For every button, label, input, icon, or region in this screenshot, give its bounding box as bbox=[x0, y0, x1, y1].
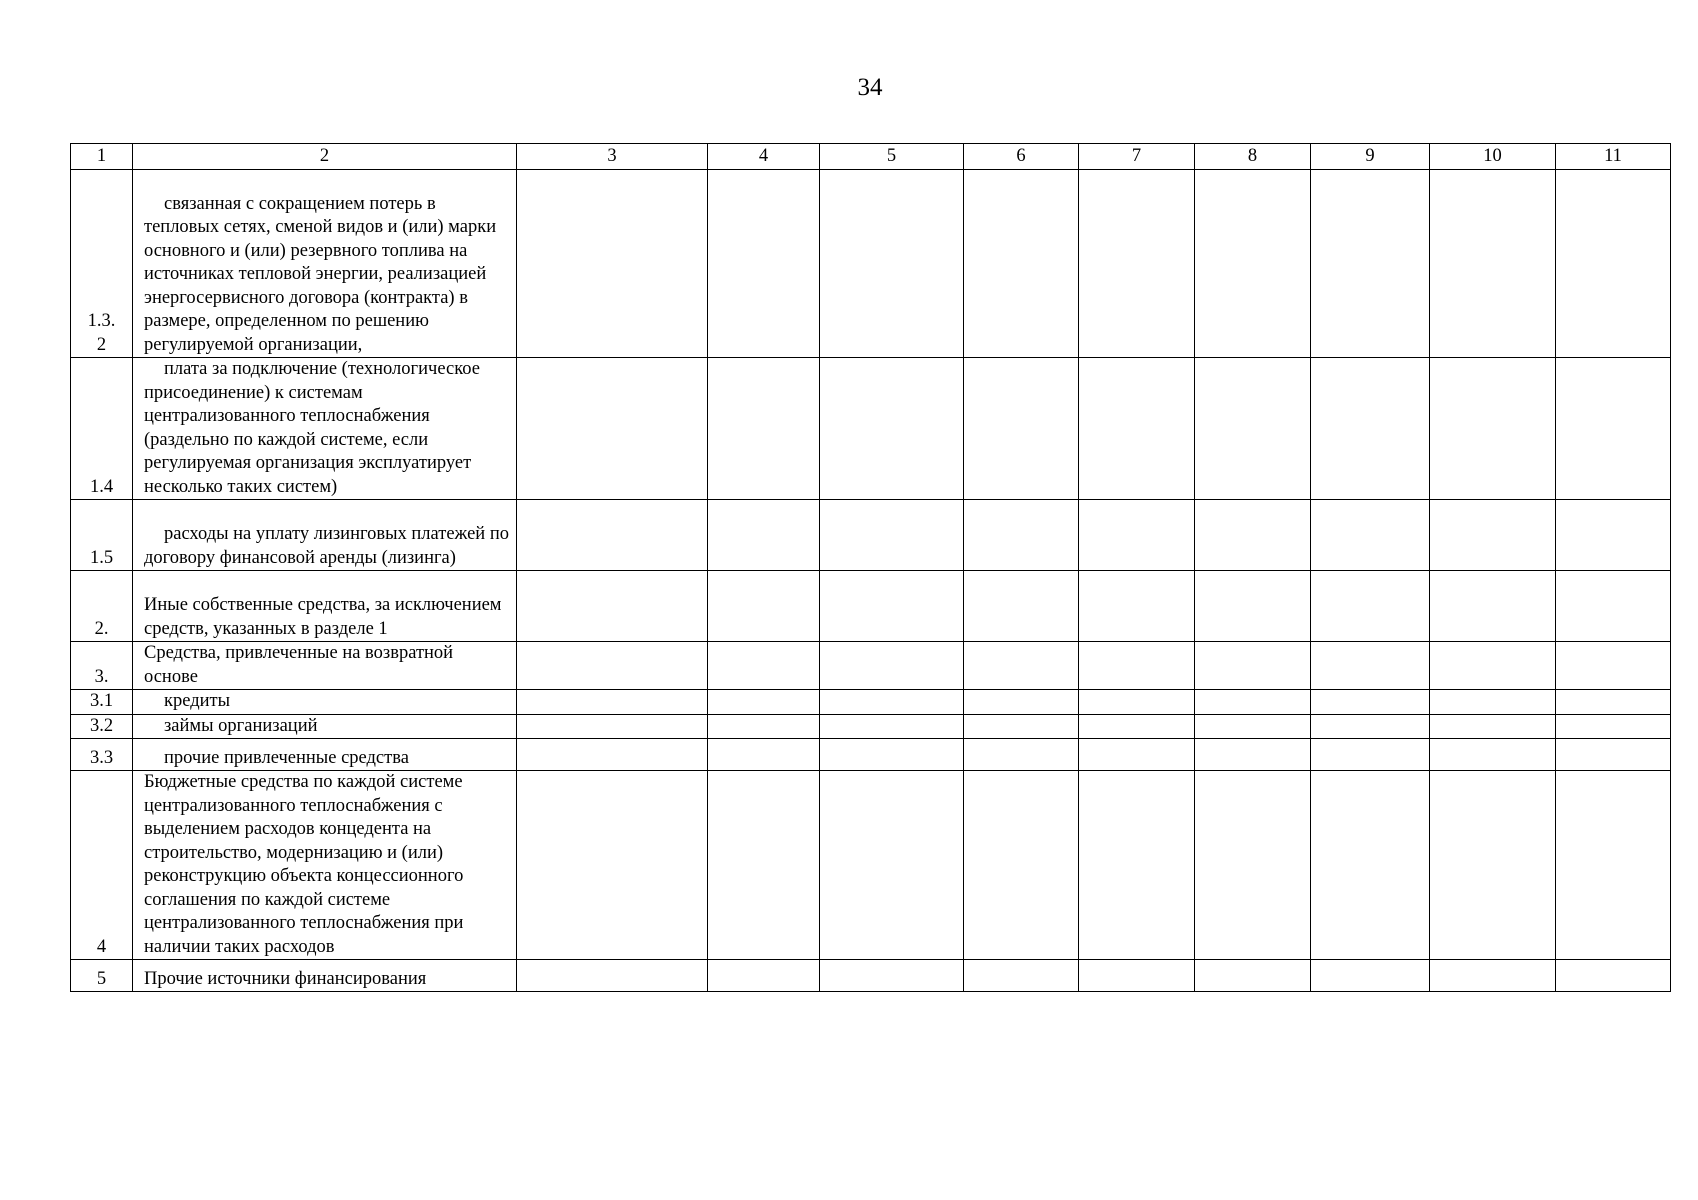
row-description: Иные собственные средства, за исключением средств, указанных в разделе 1 bbox=[133, 571, 517, 642]
table-row bbox=[71, 571, 1671, 642]
column-header: 9 bbox=[1311, 144, 1430, 170]
column-header: 1 bbox=[71, 144, 133, 170]
row-description: займы организаций bbox=[133, 714, 517, 739]
row-number: 3.3 bbox=[71, 739, 133, 771]
table-row bbox=[71, 170, 1671, 358]
row-number: 3.1 bbox=[71, 690, 133, 715]
row-number: 4 bbox=[71, 771, 133, 960]
table-row bbox=[71, 771, 1671, 960]
column-header: 3 bbox=[517, 144, 708, 170]
row-description: прочие привлеченные средства bbox=[133, 739, 517, 771]
column-header: 11 bbox=[1556, 144, 1671, 170]
row-number: 3.2 bbox=[71, 714, 133, 739]
row-number: 1.5 bbox=[71, 500, 133, 571]
row-number: 2. bbox=[71, 571, 133, 642]
row-number: 1.4 bbox=[71, 358, 133, 500]
row-description: Бюджетные средства по каждой системе централизованного теплоснабжения с выделением расходов концедента на строительство, модернизацию и (или) реконструкцию объекта концессионного соглашения по каждой системе централизованного теплоснабжения при наличии таких расходов bbox=[133, 771, 517, 960]
column-header: 4 bbox=[708, 144, 820, 170]
row-description: кредиты bbox=[133, 690, 517, 715]
column-header: 5 bbox=[820, 144, 964, 170]
table-row bbox=[71, 714, 1671, 739]
table-row bbox=[71, 358, 1671, 500]
row-description: Прочие источники финансирования bbox=[133, 960, 517, 992]
row-description: связанная с сокращением потерь в тепловых сетях, сменой видов и (или) марки основного и (или) резервного топлива на источниках тепловой энергии, реализацией энергосервисного договора (контракта) в размере, определенном по решению регулируемой организации, bbox=[133, 170, 517, 358]
column-header: 8 bbox=[1195, 144, 1311, 170]
column-header: 6 bbox=[964, 144, 1079, 170]
row-number: 3. bbox=[71, 642, 133, 690]
table-row bbox=[71, 690, 1671, 715]
table-row bbox=[71, 739, 1671, 771]
column-number-row bbox=[71, 144, 1671, 170]
row-number: 1.3. 2 bbox=[71, 170, 133, 358]
table-row bbox=[71, 960, 1671, 992]
table-row bbox=[71, 642, 1671, 690]
column-header: 2 bbox=[133, 144, 517, 170]
row-description: плата за подключение (технологическое присоединение) к системам централизованного теплоснабжения (раздельно по каждой системе, если регулируемая организация эксплуатирует несколько таких систем) bbox=[133, 358, 517, 500]
row-description: расходы на уплату лизинговых платежей по договору финансовой аренды (лизинга) bbox=[133, 500, 517, 571]
row-description: Средства, привлеченные на возвратной основе bbox=[133, 642, 517, 690]
row-number: 5 bbox=[71, 960, 133, 992]
column-header: 7 bbox=[1079, 144, 1195, 170]
column-header: 10 bbox=[1430, 144, 1556, 170]
financing-sources-table bbox=[70, 143, 1671, 992]
page-number: 34 bbox=[857, 74, 883, 101]
table-row bbox=[71, 500, 1671, 571]
